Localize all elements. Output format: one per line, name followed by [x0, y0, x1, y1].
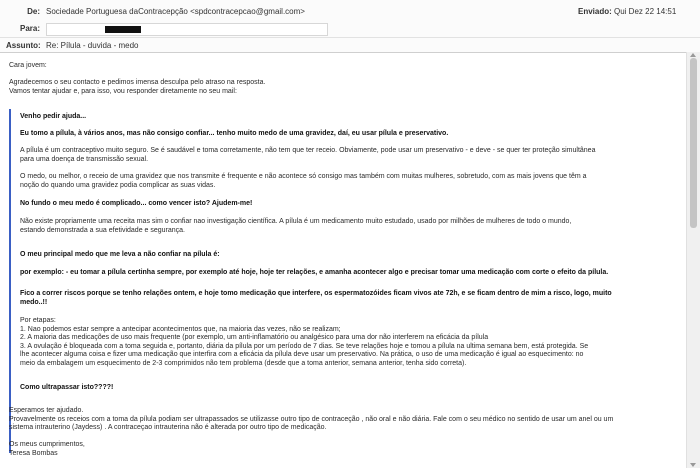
from-label: De:	[27, 7, 40, 16]
message-body	[0, 52, 686, 468]
answer-2: O medo, ou melhor, o receio de uma gravidez que nos transmite é frequente e não acontece só consigo mas também com muitas mulheres, sobretudo, com as mais jovens que têm a noção do quando uma gravidez podia complicar as suas vidas.	[20, 173, 587, 189]
signoff: Os meus cumprimentos, Teresa Bombas	[9, 441, 85, 457]
question-2: Eu tomo a pílula, à vários anos, mas não consigo confiar... tenho muito medo de uma gravidez, daí, eu usar pílula e preservativo.	[20, 130, 449, 137]
question-1: Venho pedir ajuda...	[20, 113, 87, 120]
question-7: Como ultrapassar isto????!	[20, 384, 114, 391]
question-4: O meu principal medo que me leva a não confiar na pílula é:	[20, 251, 220, 258]
answer-3: Não existe propriamente uma receita mas sim o confiar nao investigação científica. A pílula é um medicamento muito estudado, usado por milhões de mulheres de todo o mundo, estando demonstrada a sua efetividade e segurança.	[20, 218, 572, 234]
scroll-thumb[interactable]	[690, 58, 697, 228]
question-3: No fundo o meu medo é complicado... como vencer isto? Ajudem-me!	[20, 200, 253, 207]
answer-1: A pílula é um contraceptivo muito seguro. Se é saudável e toma corretamente, não tem que ter receio. Obviamente, pode usar um preservativo - e deve - se quer ter proteção simultânea para uma doença de transmissão sexual.	[20, 147, 596, 163]
greeting: Cara jovem:	[9, 62, 47, 69]
intro: Agradecemos o seu contacto e pedimos imensa desculpa pelo atraso na resposta. Vamos tentar ajudar e, para isso, vou responder diretamente no seu mail:	[9, 79, 266, 95]
scroll-up-icon[interactable]	[690, 53, 696, 57]
quote-bar	[9, 109, 11, 453]
header-divider	[0, 37, 700, 38]
to-label: Para:	[19, 24, 40, 33]
message-header	[0, 0, 700, 53]
redacted-recipient	[105, 26, 141, 33]
subject-value: Re: Pílula - duvida - medo	[46, 41, 139, 50]
answer-4: Por etapas: 1. Nao podemos estar sempre a antecipar acontecimentos que, na maioria das vezes, não se realizam; 2. A maioria das medicações de uso mais frequente (por exemplo, um anti-inflamatório ou analgésico para uma dor não interferem na eficácia da pílula 3. A ovulação é bloqueada com a toma seguida e, portanto, diária da pílula por um período de 7 dias. Se teve relações hoje e tomou a pílula na ultima semana bem, está protegida. Se lhe acontecer alguma coisa e fizer uma medicação que interfira com a eficácia da pílula deve usar um preservativo. Na prática, o uso de uma medicação é igual ao esquecimento: no meio da embalagem um esquecimento de 2-3 comprimidos não tem problema (desde que a toma anterior, semana anterior, tenha sido correta).	[20, 317, 589, 367]
sent-label: Enviado:	[578, 7, 612, 16]
from-value[interactable]: Sociedade Portuguesa daContracepção <spdcontracepcao@gmail.com>	[46, 7, 305, 16]
vertical-scrollbar[interactable]	[686, 52, 700, 468]
question-5: por exemplo: - eu tomar a pílula certinha sempre, por exemplo até hoje, hoje ter relações, e amanha acontecer algo e precisar tomar uma medicação com corte o efeito da pílula.	[20, 269, 609, 276]
subject-label: Assunto:	[6, 41, 41, 50]
to-field[interactable]	[46, 23, 328, 36]
closing: Esperamos ter ajudado. Provavelmente os receios com a toma da pílula podiam ser ultrapassados se utilizasse outro tipo de contraceção , não oral e não diária. Fale com o seu médico no sentido de usar um anel ou um sistema intrauterino (Jaydess) . A contraceçao intrauterina não é alterada por outro tipo de medicação.	[9, 407, 614, 432]
question-6: Fico a correr riscos porque se tenho relações ontem, e hoje tomo medicação que interfere, os espermatozóides ficam vivos ate 72h, e se ficam dentro de mim a risco, logo, muito medo..!!	[20, 290, 612, 306]
sent-value: Qui Dez 22 14:51	[614, 7, 677, 16]
scroll-down-icon[interactable]	[690, 463, 696, 467]
